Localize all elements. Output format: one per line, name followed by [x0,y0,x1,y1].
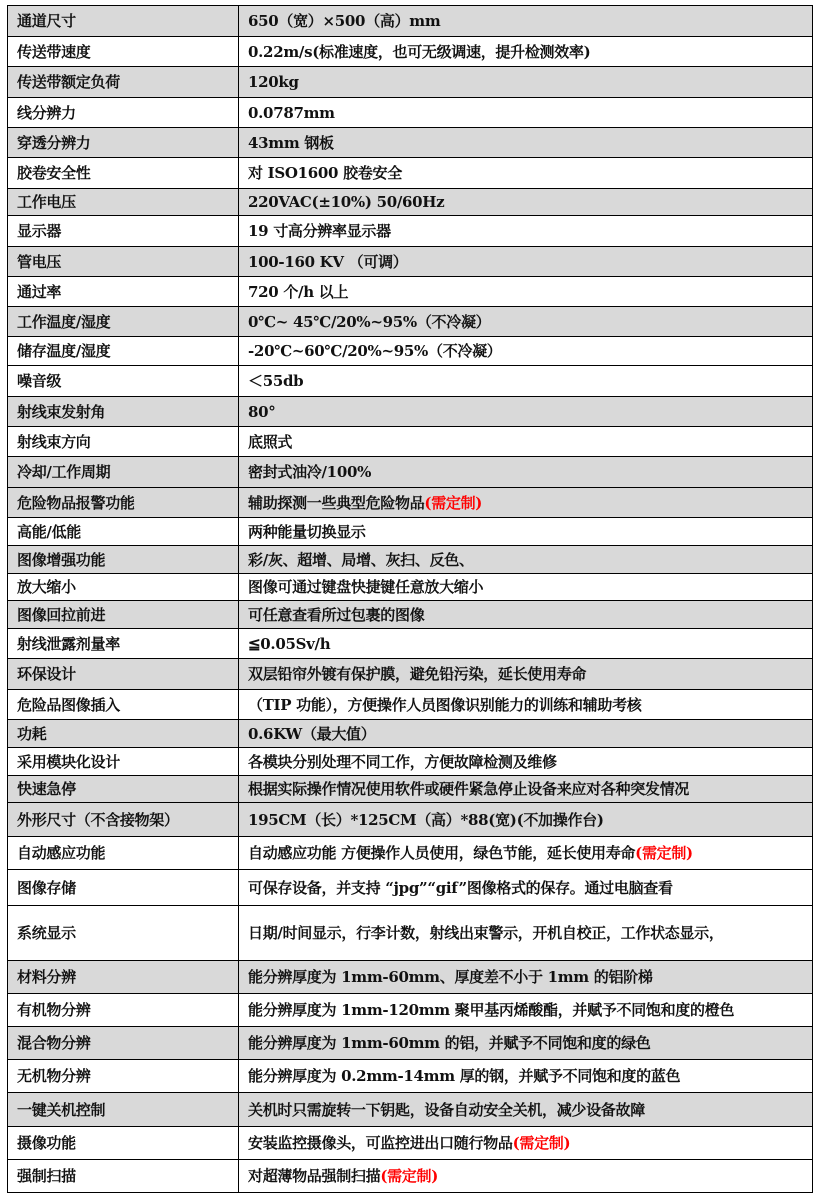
spec-value-text: 80° [248,402,276,421]
spec-value [239,574,813,601]
table-row [8,67,813,98]
spec-value [239,158,813,189]
spec-value-text: 安装监控摄像头，可监控进出口随行物品 [248,1134,513,1152]
spec-label: 通过率 [8,277,239,307]
spec-value [239,67,813,98]
spec-value-text: （TIP 功能），方便操作人员图像识别能力的训练和辅助考核 [248,695,642,714]
spec-label: 危险物品报警功能 [8,488,239,518]
table-row [8,629,813,659]
spec-label: 放大缩小 [8,574,239,601]
spec-value [239,337,813,366]
spec-value [239,1093,813,1127]
spec-value [239,601,813,629]
spec-value [239,457,813,488]
spec-value-text: 各模块分别处理不同工作，方便故障检测及维修 [248,752,557,771]
table-row [8,748,813,776]
spec-value [239,1127,813,1160]
table-row [8,307,813,337]
spec-value [239,629,813,659]
spec-table [7,5,813,1193]
table-row [8,247,813,277]
spec-label: 通道尺寸 [8,6,239,37]
spec-value-text: 能分辨厚度为 1mm-60mm、厚度差不小于 1mm 的铝阶梯 [248,968,653,986]
spec-value-text: 图像可通过键盘快捷键任意放大缩小 [248,578,484,596]
spec-label: 环保设计 [8,659,239,690]
table-row [8,1060,813,1093]
spec-value [239,427,813,457]
spec-value [239,1160,813,1193]
spec-label: 混合物分辨 [8,1027,239,1060]
spec-value-text: ≦0.05Sv/h [248,634,331,653]
spec-value-text: 0.0787mm [248,103,335,122]
table-row [8,366,813,397]
spec-value-text: 120kg [248,73,299,91]
spec-value-text: 底照式 [248,432,293,451]
spec-value-text: -20℃~60℃/20%~95%（不冷凝） [248,342,502,360]
spec-label: 快速急停 [8,776,239,803]
spec-label: 冷却/工作周期 [8,457,239,488]
spec-value-text: 彩/灰、超增、局增、灰扫、反色、 [248,550,474,569]
custom-order-note: (需定制) [424,493,483,512]
spec-label: 采用模块化设计 [8,748,239,776]
spec-label: 图像回拉前进 [8,601,239,629]
table-row [8,1027,813,1060]
spec-value-text: 自动感应功能 方便操作人员使用，绿色节能，延长使用寿命 [248,844,636,862]
spec-value-text: 对 ISO1600 胶卷安全 [248,164,402,182]
spec-label: 线分辨力 [8,98,239,128]
spec-label: 射线束方向 [8,427,239,457]
spec-value-text: 650（宽）×500（高）mm [248,12,441,30]
table-row [8,837,813,870]
table-row [8,6,813,37]
table-row [8,1127,813,1160]
table-row [8,803,813,837]
spec-label: 射线泄露剂量率 [8,629,239,659]
spec-value [239,776,813,803]
spec-label: 图像存储 [8,870,239,906]
table-row [8,994,813,1027]
table-row [8,337,813,366]
table-row [8,870,813,906]
spec-label: 工作电压 [8,189,239,216]
spec-value-text: 0.22m/s(标准速度，也可无级调速，提升检测效率) [248,42,591,61]
spec-label: 材料分辨 [8,961,239,994]
table-row [8,37,813,67]
table-row [8,457,813,488]
spec-value [239,837,813,870]
spec-value-text: 对超薄物品强制扫描 [248,1167,381,1185]
spec-value [239,189,813,216]
table-row [8,574,813,601]
spec-value-text: 密封式油冷/100% [248,463,372,481]
table-row [8,906,813,961]
spec-value [239,366,813,397]
spec-label: 功耗 [8,720,239,748]
spec-label: 噪音级 [8,366,239,397]
spec-value-text: 195CM（长）*125CM（高）*88(宽)(不加操作台) [248,810,604,829]
spec-value [239,98,813,128]
spec-value [239,216,813,247]
spec-value [239,6,813,37]
spec-value-text: 两种能量切换显示 [248,522,366,541]
spec-label: 一键关机控制 [8,1093,239,1127]
spec-table-body [8,6,813,1193]
spec-label: 图像增强功能 [8,546,239,574]
table-row [8,216,813,247]
spec-label: 胶卷安全性 [8,158,239,189]
spec-value [239,961,813,994]
spec-label: 自动感应功能 [8,837,239,870]
spec-value-text: 能分辨厚度为 1mm-60mm 的铝，并赋予不同饱和度的绿色 [248,1034,651,1052]
spec-value [239,307,813,337]
spec-label: 强制扫描 [8,1160,239,1193]
spec-value [239,659,813,690]
spec-label: 传送带速度 [8,37,239,67]
spec-value-text: 可任意查看所过包裹的图像 [248,605,425,624]
table-row [8,961,813,994]
spec-label: 高能/低能 [8,518,239,546]
table-row [8,98,813,128]
spec-value [239,748,813,776]
spec-value-text: 220VAC(±10%) 50/60Hz [248,193,445,211]
table-row [8,720,813,748]
table-row [8,518,813,546]
spec-value [239,1027,813,1060]
spec-label: 外形尺寸（不含接物架） [8,803,239,837]
spec-value-text: 720 个/h 以上 [248,282,349,301]
spec-label: 危险品图像插入 [8,690,239,720]
table-row [8,690,813,720]
spec-value-text: 43mm 钢板 [248,133,334,152]
spec-value-text: 19 寸高分辨率显示器 [248,222,391,240]
spec-value [239,128,813,158]
spec-value [239,247,813,277]
spec-label: 无机物分辨 [8,1060,239,1093]
spec-value-text: 双层铅帘外镀有保护膜，避免铅污染，延长使用寿命 [248,665,587,683]
table-row [8,277,813,307]
spec-label: 传送带额定负荷 [8,67,239,98]
spec-label: 摄像功能 [8,1127,239,1160]
spec-label: 穿透分辨力 [8,128,239,158]
spec-value [239,518,813,546]
table-row [8,601,813,629]
spec-label: 储存温度/湿度 [8,337,239,366]
table-row [8,189,813,216]
spec-value-text: 能分辨厚度为 1mm-120mm 聚甲基丙烯酸酯，并赋予不同饱和度的橙色 [248,1001,735,1019]
spec-value [239,994,813,1027]
spec-value [239,1060,813,1093]
table-row [8,128,813,158]
spec-value-text: 100-160 KV （可调） [248,252,408,271]
custom-order-note: (需定制) [380,1167,439,1185]
spec-value [239,690,813,720]
spec-value-text: 可保存设备，并支持 “jpg”“gif”图像格式的保存。通过电脑查看 [248,878,673,897]
table-row [8,776,813,803]
table-row [8,397,813,427]
spec-value-text: 关机时只需旋转一下钥匙，设备自动安全关机，减少设备故障 [248,1100,645,1119]
spec-value-text: 0℃~ 45℃/20%~95%（不冷凝） [248,312,491,331]
spec-label: 射线束发射角 [8,397,239,427]
custom-order-note: (需定制) [512,1134,571,1152]
spec-value [239,546,813,574]
spec-value [239,803,813,837]
spec-value [239,488,813,518]
spec-value [239,906,813,961]
spec-value-text: 能分辨厚度为 0.2mm-14mm 厚的钢，并赋予不同饱和度的蓝色 [248,1067,681,1085]
table-row [8,1160,813,1193]
spec-value [239,37,813,67]
table-row [8,488,813,518]
spec-value [239,397,813,427]
custom-order-note: (需定制) [635,844,693,862]
spec-label: 显示器 [8,216,239,247]
spec-value [239,277,813,307]
spec-value-text: 0.6KW（最大值） [248,724,376,743]
spec-label: 有机物分辨 [8,994,239,1027]
table-row [8,546,813,574]
spec-value-text: 辅助探测一些典型危险物品 [248,493,425,512]
spec-value [239,720,813,748]
spec-value-text: 根据实际操作情况使用软件或硬件紧急停止设备来应对各种突发情况 [248,780,690,798]
spec-label: 系统显示 [8,906,239,961]
spec-label: 工作温度/湿度 [8,307,239,337]
table-row [8,659,813,690]
table-row [8,427,813,457]
spec-value [239,870,813,906]
spec-label: 管电压 [8,247,239,277]
spec-value-text: ＜55db [248,372,304,390]
table-row [8,158,813,189]
table-row [8,1093,813,1127]
spec-value-text: 日期/时间显示，行李计数，射线出束警示，开机自校正，工作状态显示， [248,924,724,942]
